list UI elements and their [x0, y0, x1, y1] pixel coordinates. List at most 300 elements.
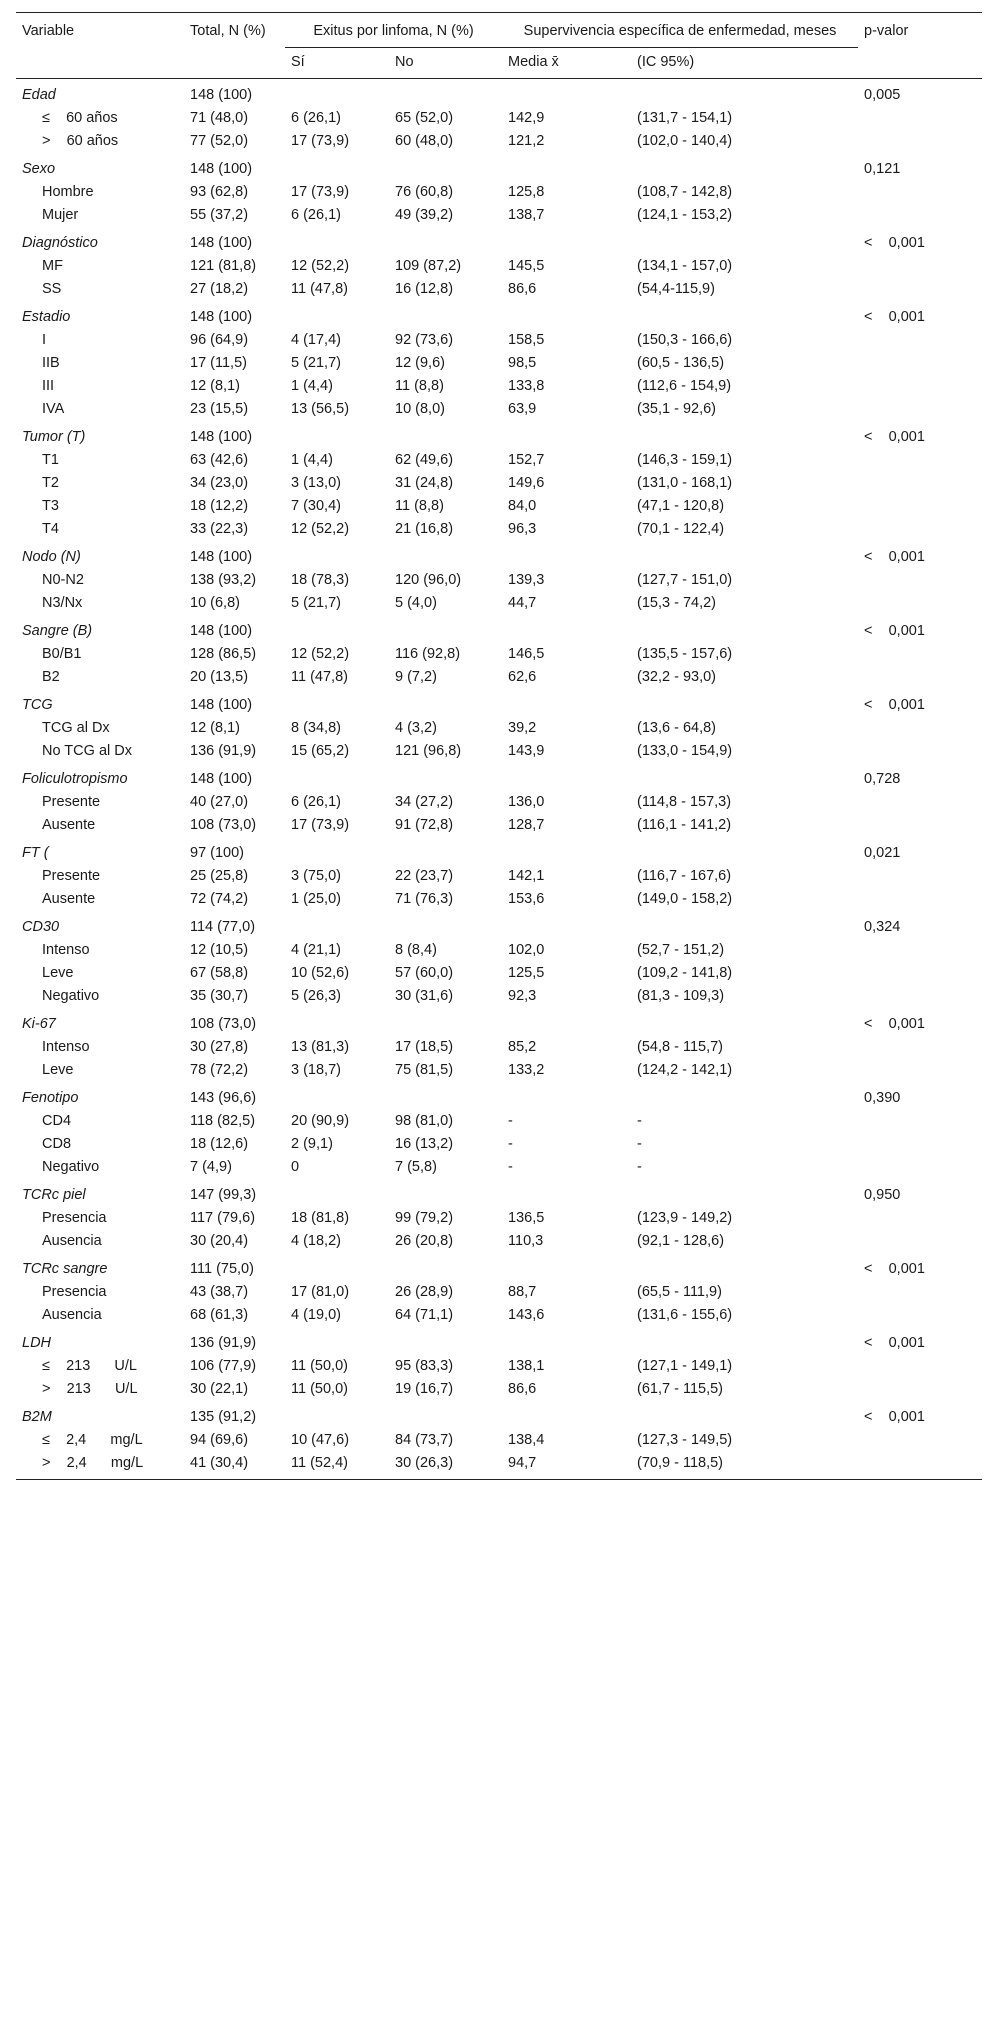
pvalue-cell: [858, 1452, 982, 1480]
total-cell: 71 (48,0): [190, 110, 249, 126]
exitus-no-cell: 8 (8,4): [395, 942, 437, 958]
table-row: [16, 278, 982, 301]
exitus-si-cell: 20 (90,9): [291, 1113, 350, 1129]
ic-cell: (127,7 - 151,0): [637, 572, 733, 588]
exitus-si-cell: 11 (47,8): [291, 669, 348, 685]
exitus-no-cell: [389, 911, 502, 939]
header-ic: (IC 95%): [631, 48, 858, 79]
exitus-si-cell: [285, 689, 389, 717]
category-label: B2: [42, 669, 60, 685]
category-label: ≤ 213 U/L: [42, 1358, 138, 1374]
variable-name: Foliculotropismo: [22, 771, 128, 787]
pvalue-cell: [858, 740, 982, 763]
media-cell: [502, 227, 631, 255]
total-cell: 148 (100): [190, 771, 253, 787]
ic-cell: [631, 1179, 858, 1207]
ic-cell: (127,1 - 149,1): [637, 1358, 733, 1374]
exitus-no-cell: 10 (8,0): [395, 401, 445, 417]
pvalue-cell: 0,324: [864, 919, 901, 935]
category-label: > 2,4 mg/L: [16, 1452, 184, 1480]
exitus-no-cell: [389, 301, 502, 329]
ic-cell: (127,3 - 149,5): [637, 1432, 733, 1448]
pvalue-cell: < 0,001: [864, 623, 925, 639]
table-row: [16, 181, 982, 204]
variable-name: LDH: [22, 1335, 52, 1351]
table-row: [16, 352, 982, 375]
category-label: CD4: [42, 1113, 72, 1129]
exitus-si-cell: 15 (65,2): [291, 743, 350, 759]
table-row: [16, 717, 982, 740]
pvalue-cell: [858, 278, 982, 301]
table-row: [16, 1036, 982, 1059]
media-cell: 110,3: [508, 1233, 544, 1249]
media-cell: -: [508, 1113, 513, 1129]
total-cell: 12 (8,1): [190, 720, 240, 736]
exitus-si-cell: [285, 1253, 389, 1281]
variable-group-row: [16, 79, 982, 108]
media-cell: [502, 1082, 631, 1110]
exitus-si-cell: 2 (9,1): [291, 1136, 333, 1152]
pvalue-cell: [858, 329, 982, 352]
pvalue-cell: 0,005: [864, 87, 901, 103]
exitus-si-cell: 6 (26,1): [291, 110, 341, 126]
variable-name: TCRc piel: [22, 1187, 86, 1203]
pvalue-cell: [858, 449, 982, 472]
pvalue-cell: [858, 1156, 982, 1179]
variable-name: Edad: [22, 87, 56, 103]
variable-group-row: [16, 1179, 982, 1207]
category-label: Leve: [42, 965, 74, 981]
exitus-si-cell: [285, 1008, 389, 1036]
ic-cell: [631, 1082, 858, 1110]
category-label: CD8: [42, 1136, 72, 1152]
variable-group-row: [16, 1008, 982, 1036]
ic-cell: (109,2 - 141,8): [637, 965, 733, 981]
pvalue-cell: [858, 1355, 982, 1378]
pvalue-cell: [858, 352, 982, 375]
pvalue-cell: [858, 1230, 982, 1253]
ic-cell: -: [637, 1113, 642, 1129]
pvalue-cell: [858, 1036, 982, 1059]
exitus-si-cell: 5 (26,3): [291, 988, 341, 1004]
total-cell: 23 (15,5): [190, 401, 249, 417]
pvalue-cell: [858, 398, 982, 421]
media-cell: 62,6: [508, 669, 537, 685]
exitus-no-cell: [389, 689, 502, 717]
media-cell: 143,9: [508, 743, 545, 759]
total-cell: 20 (13,5): [190, 669, 249, 685]
media-cell: 143,6: [508, 1307, 545, 1323]
ic-cell: (116,1 - 141,2): [637, 817, 732, 833]
table-row: [16, 1452, 982, 1480]
category-label: B0/B1: [42, 646, 82, 662]
table-row: [16, 1207, 982, 1230]
table-row: [16, 329, 982, 352]
exitus-no-cell: 12 (9,6): [395, 355, 445, 371]
table-row: [16, 1059, 982, 1082]
category-label: Leve: [42, 1062, 74, 1078]
exitus-no-cell: 49 (39,2): [395, 207, 454, 223]
pvalue-cell: [858, 985, 982, 1008]
table-header: [16, 13, 982, 79]
exitus-si-cell: 17 (81,0): [291, 1284, 350, 1300]
exitus-si-cell: 11 (50,0): [291, 1358, 348, 1374]
total-cell: 67 (58,8): [190, 965, 249, 981]
header-media: Media x̄: [502, 48, 631, 79]
table-row: [16, 130, 982, 153]
exitus-si-cell: 5 (21,7): [291, 595, 341, 611]
total-cell: 34 (23,0): [190, 475, 249, 491]
variable-group-row: [16, 763, 982, 791]
exitus-no-cell: 92 (73,6): [395, 332, 454, 348]
exitus-si-cell: 12 (52,2): [291, 521, 350, 537]
pvalue-cell: [858, 375, 982, 398]
table-row: [16, 398, 982, 421]
ic-cell: (92,1 - 128,6): [637, 1233, 725, 1249]
exitus-si-cell: 10 (47,6): [291, 1432, 350, 1448]
ic-cell: [631, 763, 858, 791]
category-label: T4: [42, 521, 59, 537]
media-cell: [502, 837, 631, 865]
exitus-si-cell: 13 (81,3): [291, 1039, 350, 1055]
variable-group-row: [16, 153, 982, 181]
media-cell: [502, 1008, 631, 1036]
table-row: [16, 495, 982, 518]
media-cell: [502, 79, 631, 108]
table-row: [16, 1304, 982, 1327]
pvalue-cell: 0,390: [864, 1090, 901, 1106]
pvalue-cell: [858, 962, 982, 985]
media-cell: 121,2: [508, 133, 545, 149]
header-variable: Variable: [16, 13, 184, 48]
media-cell: -: [508, 1136, 513, 1152]
total-cell: 138 (93,2): [190, 572, 257, 588]
media-cell: 139,3: [508, 572, 545, 588]
media-cell: -: [508, 1159, 513, 1175]
media-cell: 136,5: [508, 1210, 545, 1226]
header-pvalue: p-valor: [858, 13, 982, 48]
exitus-si-cell: [285, 763, 389, 791]
exitus-si-cell: 11 (47,8): [291, 281, 348, 297]
media-cell: [502, 541, 631, 569]
total-cell: 148 (100): [190, 429, 253, 445]
media-cell: 86,6: [508, 1381, 537, 1397]
ic-cell: [631, 421, 858, 449]
total-cell: 12 (10,5): [190, 942, 249, 958]
total-cell: 148 (100): [190, 309, 253, 325]
table-row: [16, 1429, 982, 1452]
exitus-si-cell: [285, 153, 389, 181]
pvalue-cell: [858, 107, 982, 130]
total-cell: 148 (100): [190, 623, 253, 639]
variable-group-row: [16, 1253, 982, 1281]
ic-cell: (131,7 - 154,1): [637, 110, 733, 126]
exitus-si-cell: 1 (4,4): [291, 452, 333, 468]
variable-name: CD30: [22, 919, 60, 935]
category-label: Ausente: [42, 891, 96, 907]
category-label: I: [42, 332, 47, 348]
total-cell: 94 (69,6): [190, 1432, 249, 1448]
total-cell: 135 (91,2): [190, 1409, 257, 1425]
exitus-no-cell: 26 (20,8): [395, 1233, 454, 1249]
variable-name: Diagnóstico: [22, 235, 98, 251]
variable-group-row: [16, 689, 982, 717]
total-cell: 148 (100): [190, 161, 253, 177]
table-row: [16, 1355, 982, 1378]
pvalue-cell: < 0,001: [864, 429, 925, 445]
exitus-si-cell: 3 (13,0): [291, 475, 341, 491]
table-row: [16, 666, 982, 689]
ic-cell: [631, 541, 858, 569]
category-label: Presente: [42, 868, 101, 884]
category-label: Ausencia: [42, 1307, 102, 1323]
exitus-si-cell: 1 (4,4): [291, 378, 333, 394]
exitus-no-cell: [389, 79, 502, 108]
exitus-si-cell: 7 (30,4): [291, 498, 341, 514]
media-cell: 138,4: [508, 1432, 545, 1448]
pvalue-cell: < 0,001: [864, 1016, 925, 1032]
pvalue-cell: < 0,001: [864, 1335, 925, 1351]
table-row: [16, 204, 982, 227]
category-label: Presencia: [42, 1210, 107, 1226]
media-cell: 138,1: [508, 1358, 545, 1374]
exitus-no-cell: [389, 541, 502, 569]
exitus-no-cell: [389, 1082, 502, 1110]
pvalue-cell: [858, 130, 982, 153]
ic-cell: (112,6 - 154,9): [637, 378, 732, 394]
header-survival: Supervivencia específica de enfermedad, meses: [502, 13, 858, 48]
total-cell: 41 (30,4): [184, 1452, 285, 1480]
category-label: Intenso: [42, 942, 90, 958]
pvalue-cell: < 0,001: [864, 697, 925, 713]
exitus-si-cell: [285, 541, 389, 569]
total-cell: 136 (91,9): [190, 743, 257, 759]
total-cell: 114 (77,0): [190, 919, 256, 935]
exitus-no-cell: 120 (96,0): [395, 572, 462, 588]
media-cell: [502, 763, 631, 791]
category-label: > 60 años: [42, 133, 119, 149]
header-no: No: [389, 48, 502, 79]
exitus-no-cell: [389, 227, 502, 255]
exitus-si-cell: 12 (52,2): [291, 258, 350, 274]
total-cell: 148 (100): [190, 87, 253, 103]
pvalue-cell: [858, 643, 982, 666]
ic-cell: (124,2 - 142,1): [637, 1062, 733, 1078]
total-cell: 97 (100): [190, 845, 245, 861]
ic-cell: [631, 79, 858, 108]
total-cell: 10 (6,8): [190, 595, 240, 611]
table-container: [16, 12, 982, 1480]
ic-cell: (124,1 - 153,2): [637, 207, 733, 223]
pvalue-cell: [858, 666, 982, 689]
total-cell: 121 (81,8): [190, 258, 257, 274]
exitus-no-cell: [389, 837, 502, 865]
variable-name: TCRc sangre: [22, 1261, 108, 1277]
ic-cell: (114,8 - 157,3): [637, 794, 732, 810]
exitus-no-cell: 62 (49,6): [395, 452, 454, 468]
pvalue-cell: 0,728: [864, 771, 901, 787]
variable-group-row: [16, 1082, 982, 1110]
table-row: [16, 472, 982, 495]
exitus-no-cell: 7 (5,8): [395, 1159, 437, 1175]
ic-cell: (15,3 - 74,2): [637, 595, 717, 611]
exitus-si-cell: 8 (34,8): [291, 720, 341, 736]
exitus-no-cell: [389, 1179, 502, 1207]
media-cell: 102,0: [508, 942, 545, 958]
category-label: MF: [42, 258, 63, 274]
exitus-no-cell: [389, 1253, 502, 1281]
ic-cell: (13,6 - 64,8): [637, 720, 717, 736]
pvalue-cell: [858, 592, 982, 615]
table-row: [16, 518, 982, 541]
ic-cell: (134,1 - 157,0): [637, 258, 733, 274]
category-label: No TCG al Dx: [42, 743, 132, 759]
category-label: Ausencia: [42, 1233, 102, 1249]
table-row: [16, 1156, 982, 1179]
variable-name: Sangre (B): [22, 623, 93, 639]
pvalue-cell: < 0,001: [864, 549, 925, 565]
exitus-no-cell: 64 (71,1): [395, 1307, 454, 1323]
header-si: Sí: [285, 48, 389, 79]
exitus-si-cell: 11 (52,4): [285, 1452, 389, 1480]
ic-cell: (32,2 - 93,0): [637, 669, 717, 685]
table-row: [16, 962, 982, 985]
table-row: [16, 791, 982, 814]
total-cell: 148 (100): [190, 697, 253, 713]
variable-name: Nodo (N): [22, 549, 81, 565]
total-cell: 25 (25,8): [190, 868, 249, 884]
category-label: Ausente: [42, 817, 96, 833]
category-label: Mujer: [42, 207, 79, 223]
media-cell: 63,9: [508, 401, 537, 417]
exitus-si-cell: 11 (50,0): [291, 1381, 348, 1397]
ic-cell: [631, 1327, 858, 1355]
pvalue-cell: [858, 518, 982, 541]
category-label: SS: [42, 281, 62, 297]
ic-cell: -: [637, 1159, 642, 1175]
header-exitus: Exitus por linfoma, N (%): [285, 13, 502, 48]
pvalue-cell: [858, 1429, 982, 1452]
exitus-no-cell: [389, 421, 502, 449]
pvalue-cell: [858, 181, 982, 204]
ic-cell: (65,5 - 111,9): [637, 1284, 722, 1300]
variable-group-row: [16, 615, 982, 643]
ic-cell: [631, 615, 858, 643]
exitus-no-cell: 91 (72,8): [395, 817, 454, 833]
exitus-no-cell: 84 (73,7): [395, 1432, 454, 1448]
exitus-no-cell: 9 (7,2): [395, 669, 437, 685]
category-label: ≤ 2,4 mg/L: [42, 1432, 143, 1448]
pvalue-cell: 0,121: [864, 161, 901, 177]
variable-group-row: [16, 911, 982, 939]
total-cell: 147 (99,3): [190, 1187, 257, 1203]
total-cell: 108 (73,0): [190, 1016, 257, 1032]
total-cell: 143 (96,6): [190, 1090, 257, 1106]
exitus-si-cell: 5 (21,7): [291, 355, 341, 371]
table-row: [16, 888, 982, 911]
exitus-si-cell: [285, 1179, 389, 1207]
media-cell: 98,5: [508, 355, 537, 371]
media-cell: [502, 421, 631, 449]
media-cell: [502, 1253, 631, 1281]
media-cell: 146,5: [508, 646, 545, 662]
exitus-no-cell: 22 (23,7): [395, 868, 454, 884]
total-cell: 43 (38,7): [190, 1284, 249, 1300]
exitus-no-cell: 21 (16,8): [395, 521, 454, 537]
ic-cell: (61,7 - 115,5): [637, 1381, 723, 1397]
pvalue-cell: [858, 1304, 982, 1327]
ic-cell: [631, 301, 858, 329]
exitus-si-cell: 12 (52,2): [291, 646, 350, 662]
media-cell: 136,0: [508, 794, 545, 810]
exitus-no-cell: 11 (8,8): [395, 378, 444, 394]
ic-cell: (135,5 - 157,6): [637, 646, 733, 662]
exitus-si-cell: [285, 1082, 389, 1110]
exitus-si-cell: 0: [291, 1159, 300, 1175]
exitus-no-cell: 116 (92,8): [395, 646, 461, 662]
media-cell: 44,7: [508, 595, 537, 611]
category-label: > 213 U/L: [42, 1381, 138, 1397]
media-cell: 92,3: [508, 988, 537, 1004]
total-cell: 30 (20,4): [190, 1233, 249, 1249]
ic-cell: (54,4-115,9): [637, 281, 715, 297]
table-row: [16, 1378, 982, 1401]
variable-name: Ki-67: [22, 1016, 56, 1032]
pvalue-cell: [858, 865, 982, 888]
pvalue-cell: [858, 1110, 982, 1133]
media-cell: 152,7: [508, 452, 545, 468]
category-label: T1: [42, 452, 59, 468]
exitus-no-cell: 30 (26,3): [389, 1452, 502, 1480]
table-row: [16, 985, 982, 1008]
exitus-no-cell: 98 (81,0): [395, 1113, 454, 1129]
header-blank: [858, 48, 982, 79]
media-cell: 145,5: [508, 258, 545, 274]
table-body: [16, 79, 982, 1480]
total-cell: 111 (75,0): [190, 1261, 254, 1277]
table-row: [16, 1230, 982, 1253]
media-cell: [502, 1327, 631, 1355]
media-cell: 125,5: [508, 965, 545, 981]
variable-group-row: [16, 301, 982, 329]
category-label: Hombre: [42, 184, 94, 200]
table-row: [16, 814, 982, 837]
media-cell: [502, 615, 631, 643]
exitus-no-cell: [389, 153, 502, 181]
total-cell: 35 (30,7): [190, 988, 249, 1004]
exitus-si-cell: [285, 1327, 389, 1355]
exitus-no-cell: [389, 1008, 502, 1036]
media-cell: [502, 1401, 631, 1429]
exitus-si-cell: [285, 421, 389, 449]
ic-cell: [631, 1253, 858, 1281]
exitus-no-cell: 75 (81,5): [395, 1062, 454, 1078]
category-label: N3/Nx: [42, 595, 83, 611]
variable-name: B2M: [22, 1409, 52, 1425]
exitus-no-cell: 109 (87,2): [395, 258, 462, 274]
exitus-no-cell: 99 (79,2): [395, 1210, 454, 1226]
variable-name: Sexo: [22, 161, 56, 177]
media-cell: 149,6: [508, 475, 545, 491]
media-cell: [502, 1179, 631, 1207]
exitus-si-cell: 17 (73,9): [291, 184, 350, 200]
pvalue-cell: < 0,001: [864, 235, 925, 251]
exitus-no-cell: 31 (24,8): [395, 475, 454, 491]
category-label: III: [42, 378, 55, 394]
exitus-no-cell: 65 (52,0): [395, 110, 454, 126]
media-cell: [502, 153, 631, 181]
total-cell: 33 (22,3): [190, 521, 249, 537]
